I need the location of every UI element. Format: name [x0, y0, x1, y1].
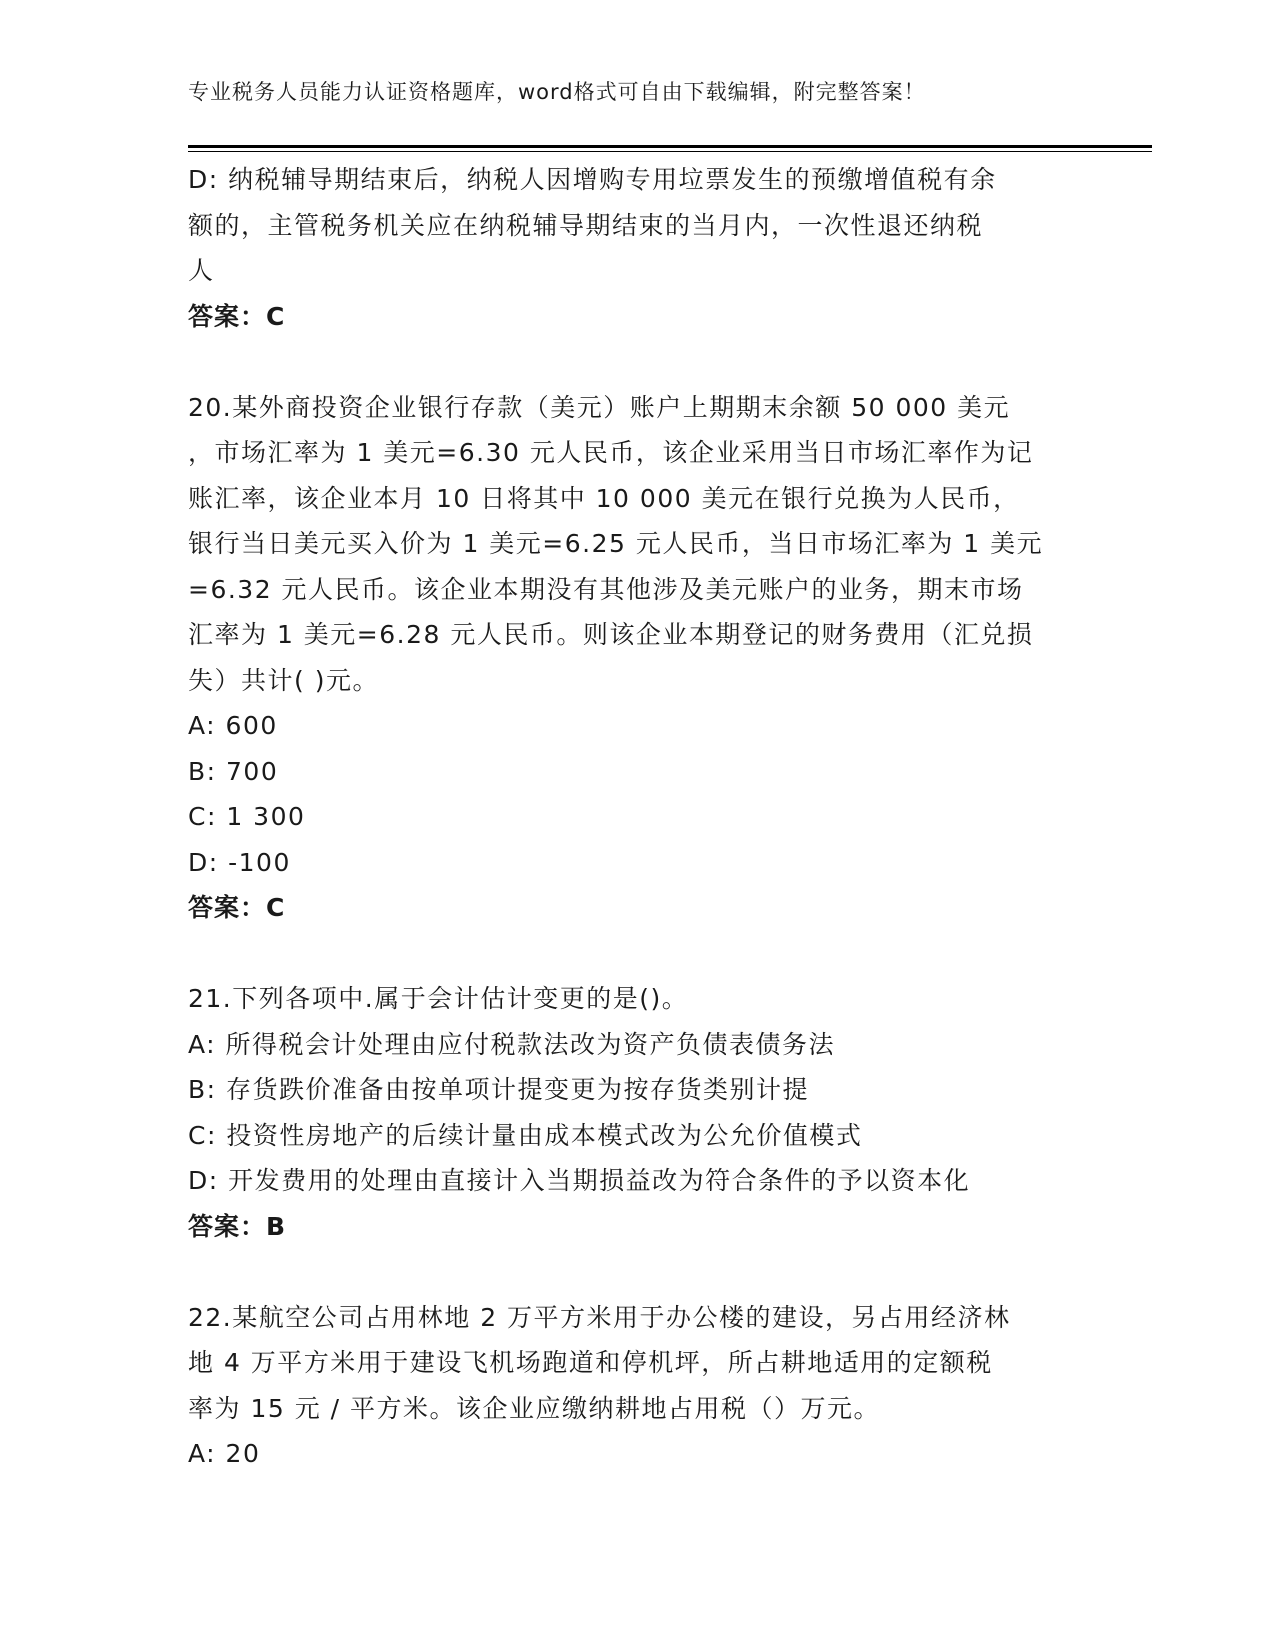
answer-line: 答案：C	[188, 893, 286, 922]
document-body	[188, 157, 1078, 1477]
option-line: 人	[188, 256, 215, 285]
option-c: C: 投资性房地产的后续计量由成本模式改为公允价值模式	[188, 1120, 863, 1150]
question-stem-line: 20.某外商投资企业银行存款（美元）账户上期期末余额 50 000 美元	[188, 392, 1011, 422]
question-stem-line: 地 4 万平方米用于建设飞机场跑道和停机坪，所占耕地适用的定额税	[188, 1348, 993, 1377]
header-rule-thick	[188, 145, 1152, 148]
option-line: D: 纳税辅导期结束后，纳税人因增购专用垃票发生的预缴增值税有余	[188, 165, 997, 194]
option-a: A: 所得税会计处理由应付税款法改为资产负债表债务法	[188, 1029, 836, 1059]
option-c: C: 1 300	[188, 802, 306, 831]
question-20	[188, 385, 1078, 931]
question-stem-line: 失）共计( )元。	[188, 665, 379, 695]
option-line: 额的，主管税务机关应在纳税辅导期结束的当月内，一次性退还纳税	[188, 210, 984, 240]
spacer	[188, 931, 1078, 977]
option-d: D: 开发费用的处理由直接计入当期损益改为符合条件的予以资本化	[188, 1166, 971, 1195]
answer-line: 答案：C	[188, 301, 286, 331]
question-stem-line: 21.下列各项中.属于会计估计变更的是()。	[188, 984, 689, 1013]
question-stem-line: 率为 15 元 / 平方米。该企业应缴纳耕地占用税（）万元。	[188, 1393, 881, 1423]
option-b: B: 700	[188, 756, 279, 786]
question-stem-line: =6.32 元人民币。该企业本期没有其他涉及美元账户的业务，期末市场	[188, 574, 1024, 604]
question-stem-line: 汇率为 1 美元=6.28 元人民币。则该企业本期登记的财务费用（汇兑损	[188, 620, 1034, 649]
question-21	[188, 976, 1078, 1249]
spacer	[188, 339, 1078, 385]
question-stem-line: 22.某航空公司占用林地 2 万平方米用于办公楼的建设，另占用经济林	[188, 1302, 1011, 1332]
answer-line: 答案：B	[188, 1211, 287, 1241]
question-stem-line: ，市场汇率为 1 美元=6.30 元人民币，该企业采用当日市场汇率作为记	[188, 438, 1034, 467]
question-19-tail	[188, 157, 1078, 339]
header-rule-thin	[188, 151, 1152, 152]
option-a: A: 20	[188, 1439, 261, 1468]
option-a: A: 600	[188, 711, 278, 740]
option-b: B: 存货跌价准备由按单项计提变更为按存货类别计提	[188, 1075, 810, 1104]
page-header: 专业税务人员能力认证资格题库，word格式可自由下载编辑，附完整答案！	[188, 80, 926, 104]
question-22	[188, 1295, 1078, 1477]
question-stem-line: 账汇率，该企业本月 10 日将其中 10 000 美元在银行兑换为人民币，	[188, 483, 1020, 513]
option-d: D: -100	[188, 847, 291, 877]
spacer	[188, 1249, 1078, 1295]
question-stem-line: 银行当日美元买入价为 1 美元=6.25 元人民币，当日市场汇率为 1 美元	[188, 529, 1044, 558]
